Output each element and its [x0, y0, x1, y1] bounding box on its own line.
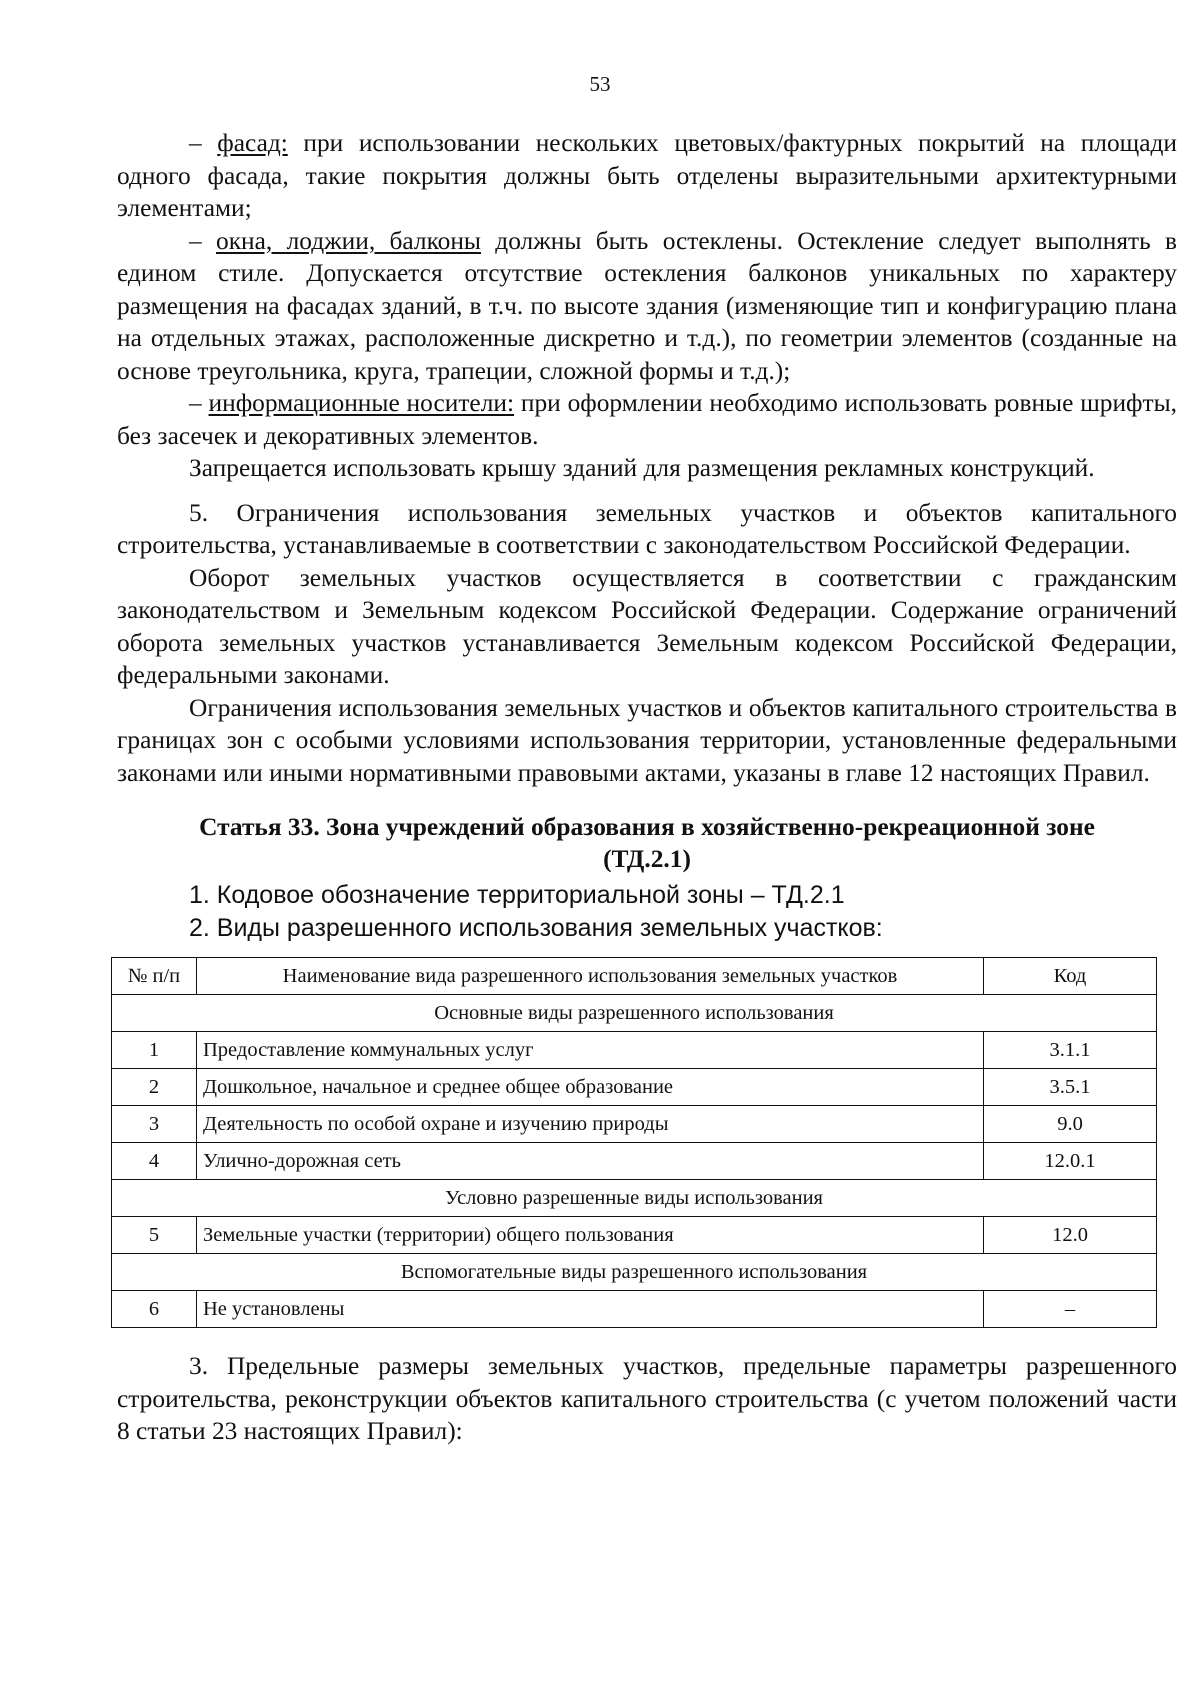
document-body [117, 127, 1177, 1448]
table-row [112, 1032, 1157, 1069]
row-num: 4 [112, 1143, 197, 1180]
article-heading-line2: (ТД.2.1) [603, 845, 691, 873]
section-title: Основные виды разрешенного использования [112, 995, 1157, 1032]
row-code: 9.0 [984, 1106, 1157, 1143]
windows-paragraph [117, 225, 1177, 388]
dash: – [189, 226, 217, 255]
table-row [112, 1143, 1157, 1180]
table-header-row [112, 958, 1157, 995]
header-num: № п/п [112, 958, 197, 995]
permitted-uses-table [111, 957, 1157, 1328]
section-row [112, 1254, 1157, 1291]
roof-ban-paragraph: Запрещается использовать крышу зданий для размещения рекламных конструкций. [189, 454, 1095, 482]
facade-paragraph [117, 127, 1177, 225]
article-heading-line1: Статья 33. Зона учреждений образования в хозяйственно-рекреационной зоне [199, 813, 1095, 841]
info-carriers-term: информационные носители: [208, 389, 515, 417]
section5-title: 5. Ограничения использования земельных участков и объектов капитального строительства, устанавливаемые в соответствии с законодательством Российской Федерации. [117, 498, 1177, 559]
row-num: 6 [112, 1291, 197, 1328]
section5-paragraph-2: Ограничения использования земельных участков и объектов капитального строительства в границах зон с особыми условиями использования территории, установленные федеральными законами или иными нормативными правовыми актами, указаны в главе 12 настоящих Правил. [117, 693, 1177, 787]
row-name: Деятельность по особой охране и изучению природы [197, 1106, 984, 1143]
row-code: 3.1.1 [984, 1032, 1157, 1069]
zone-code-item: 1. Кодовое обозначение территориальной зоны – ТД.2.1 [189, 881, 845, 909]
row-num: 2 [112, 1069, 197, 1106]
table-row [112, 1291, 1157, 1328]
info-carriers-paragraph [117, 387, 1177, 452]
article-heading [117, 811, 1177, 875]
page-number: 53 [589, 72, 611, 96]
header-code: Код [984, 958, 1157, 995]
row-name: Земельные участки (территории) общего пользования [197, 1217, 984, 1254]
table-row [112, 1106, 1157, 1143]
limits-paragraph: 3. Предельные размеры земельных участков, предельные параметры разрешенного строительства, реконструкции объектов капитального строительства (с учетом положений части 8 статьи 23 настоящих Правил): [117, 1352, 1177, 1445]
facade-term: фасад: [217, 129, 288, 157]
info-carriers-text: при оформлении необходимо использовать ровные шрифты, без засечек и декоративных элементов. [117, 389, 1177, 450]
row-name: Предоставление коммунальных услуг [197, 1032, 984, 1069]
table-row [112, 1069, 1157, 1106]
row-num: 1 [112, 1032, 197, 1069]
section-row [112, 995, 1157, 1032]
permitted-uses-item: 2. Виды разрешенного использования земельных участков: [189, 914, 883, 942]
dash: – [189, 389, 209, 417]
dash: – [189, 129, 218, 157]
facade-text: при использовании нескольких цветовых/фактурных покрытий на площади одного фасада, такие покрытия должны быть отделены выразительными архитектурными элементами; [117, 129, 1177, 222]
row-code: 3.5.1 [984, 1069, 1157, 1106]
row-num: 5 [112, 1217, 197, 1254]
section-row [112, 1180, 1157, 1217]
row-name: Дошкольное, начальное и среднее общее образование [197, 1069, 984, 1106]
row-code: – [984, 1291, 1157, 1328]
section-title: Условно разрешенные виды использования [112, 1180, 1157, 1217]
row-code: 12.0 [984, 1217, 1157, 1254]
row-name: Улично-дорожная сеть [197, 1143, 984, 1180]
row-num: 3 [112, 1106, 197, 1143]
table-row [112, 1217, 1157, 1254]
windows-term: окна, лоджии, балконы [216, 226, 481, 255]
header-name: Наименование вида разрешенного использования земельных участков [197, 958, 984, 995]
section5-paragraph-1: Оборот земельных участков осуществляется в соответствии с гражданским законодательством и Земельным кодексом Российской Федерации. Содержание ограничений оборота земельных участков устанавливается Земельным кодексом Российской Федерации, федеральными законами. [117, 563, 1177, 689]
section-title: Вспомогательные виды разрешенного использования [112, 1254, 1157, 1291]
row-name: Не установлены [197, 1291, 984, 1328]
windows-text: должны быть остеклены. Остекление следует выполнять в едином стиле. Допускается отсутствие остекления балконов уникальных по характеру размещения на фасадах зданий, в т.ч. по высоте здания (изменяющие тип и конфигурацию плана на отдельных этажах, расположенные дискретно и т.д.), по геометрии элементов (созданные на основе треугольника, круга, трапеции, сложной формы и т.д.); [117, 226, 1177, 385]
row-code: 12.0.1 [984, 1143, 1157, 1180]
